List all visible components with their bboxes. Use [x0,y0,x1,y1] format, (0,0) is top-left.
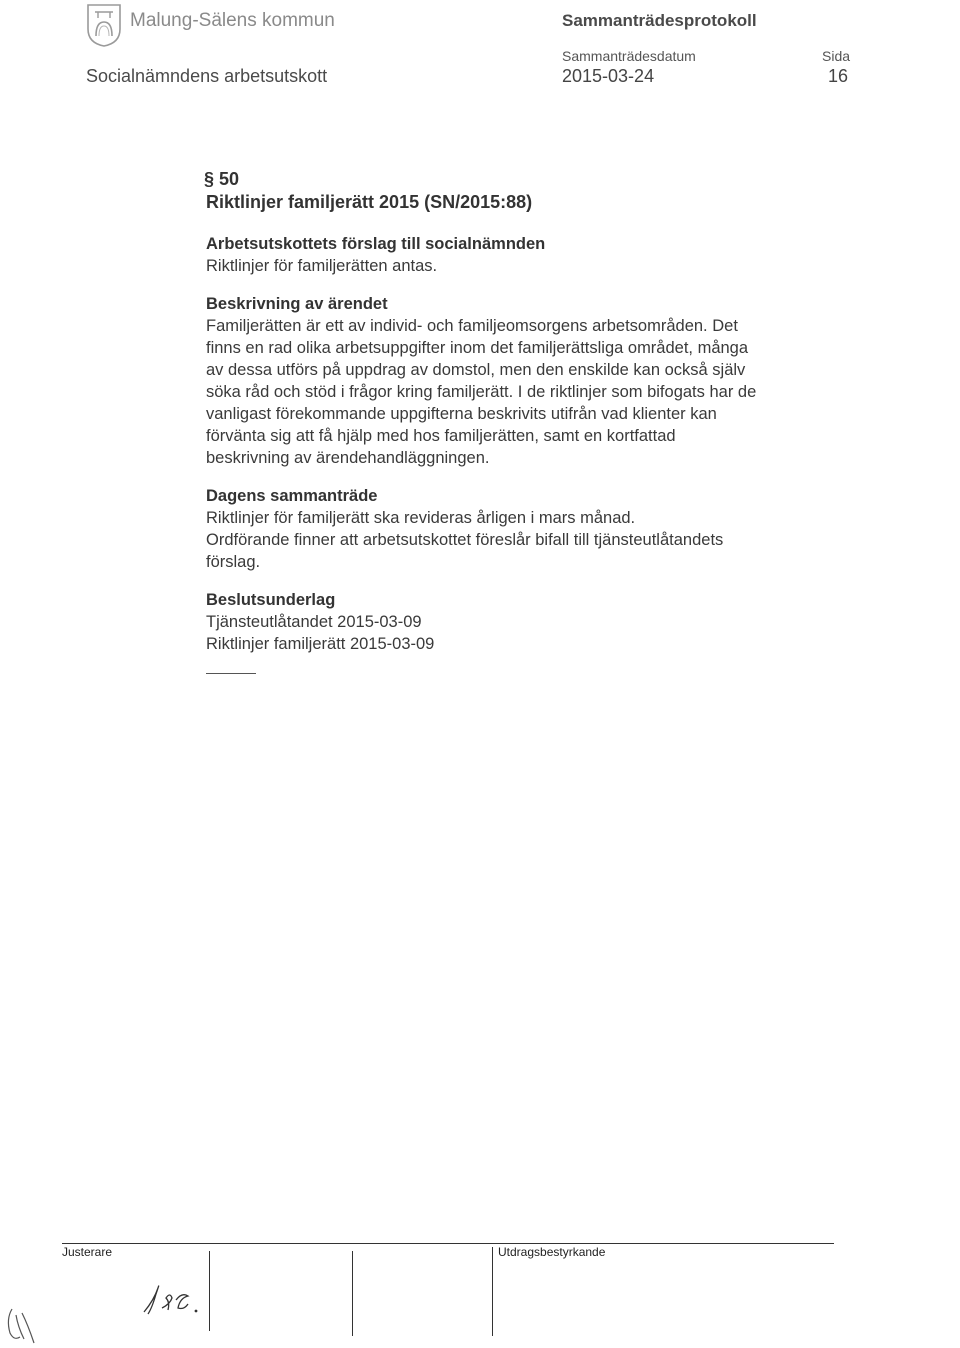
page-number: 16 [828,66,849,86]
divider [352,1251,353,1336]
heading-description: Beskrivning av ärendet [206,295,388,313]
document-type: Sammanträdesprotokoll [562,11,757,30]
margin-mark [4,1303,36,1345]
signature-initials [140,1278,210,1318]
text-line: Familjerätten är ett av individ- och familjeomsorgens arbetsområden. Det [206,317,738,335]
text-line: vanligast förekommande uppgifterna beskrivits utifrån vad klienter kan [206,405,717,423]
section-title: Riktlinjer familjerätt 2015 (SN/2015:88) [206,192,533,212]
text-line: finns en rad olika arbetsuppgifter inom det familjerättsliga området, många [206,339,749,357]
org-name: Malung-Sälens kommun [130,10,335,31]
heading-basis: Beslutsunderlag [206,591,336,609]
text-line: beskrivning av ärendehandläggningen. [206,449,490,467]
utdrag-label: Utdragsbestyrkande [498,1245,606,1259]
signature-footer [62,1243,834,1338]
page-label: Sida [822,48,851,64]
footer-top-line [62,1243,834,1244]
text-line: av dessa utförs på uppdrag av domstol, men den enskilde kan också själv [206,361,746,379]
divider [492,1247,493,1336]
text-line: Riktlinjer för familjerätten antas. [206,257,438,275]
text-line: förslag. [206,553,261,571]
text-line: söka råd och stöd i frågor kring familjerätt. I de riktlinjer som bifogats har de [206,383,757,401]
text-line: Ordförande finner att arbetsutskottet föreslår bifall till tjänsteutlåtandets [206,531,724,549]
text-line: Tjänsteutlåtandet 2015-03-09 [206,613,422,631]
text-line: förvänta sig att få hjälp med hos familjerätten, samt en kortfattad [206,427,676,445]
date-label: Sammanträdesdatum [562,48,696,64]
meeting-date: 2015-03-24 [562,66,655,86]
end-rule [206,673,256,674]
text-line: Riktlinjer för familjerätt ska revideras årligen i mars månad. [206,509,636,527]
text-line: Riktlinjer familjerätt 2015-03-09 [206,635,435,653]
document-body [206,168,846,674]
municipality-logo [84,3,124,47]
committee-name: Socialnämndens arbetsutskott [86,66,328,86]
paragraph-number: § 50 [204,169,240,189]
heading-proposal: Arbetsutskottets förslag till socialnämnden [206,235,546,253]
heading-meeting: Dagens sammanträde [206,487,378,505]
justerare-label: Justerare [62,1245,113,1259]
